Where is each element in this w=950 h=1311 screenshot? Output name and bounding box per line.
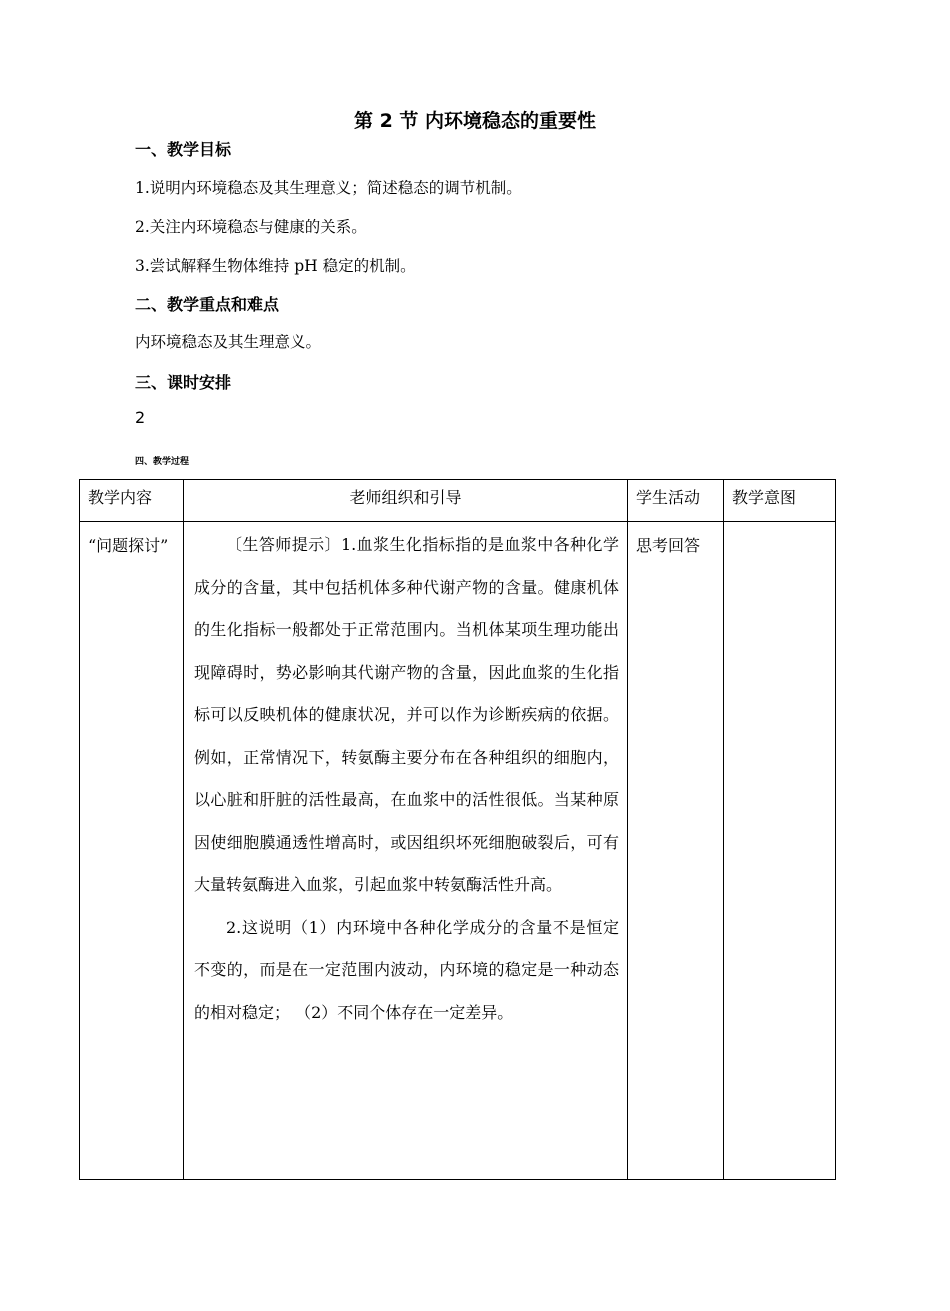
table-header-cell: 教学意图 <box>724 480 836 522</box>
section-heading-goals: 一、教学目标 <box>135 140 232 159</box>
table-row <box>80 522 836 1180</box>
table-header-cell: 老师组织和引导 <box>184 480 628 522</box>
section-heading-key-points: 二、教学重点和难点 <box>135 295 280 314</box>
page-title: 第 2 节 内环境稳态的重要性 <box>353 110 597 132</box>
table-cell-guide <box>184 522 628 1180</box>
goal-item: 1.说明内环境稳态及其生理意义；简述稳态的调节机制。 <box>135 179 522 197</box>
table-header-cell: 教学内容 <box>80 480 184 522</box>
goal-item: 2.关注内环境稳态与健康的关系。 <box>135 218 367 236</box>
goal-item: 3.尝试解释生物体维持 pH 稳定的机制。 <box>135 257 416 275</box>
lesson-process-table <box>79 479 836 1180</box>
table-cell-activity: 思考回答 <box>628 522 724 1180</box>
section-heading-schedule: 三、课时安排 <box>135 373 232 392</box>
table-cell-content: “问题探讨” <box>80 522 184 1180</box>
table-cell-intent <box>724 522 836 1180</box>
key-points-text: 内环境稳态及其生理意义。 <box>135 333 322 351</box>
guide-paragraph: 〔生答师提示〕1.血浆生化指标指的是血浆中各种化学成分的含量，其中包括机体多种代谢产物的含量。健康机体的生化指标一般都处于正常范围内。当机体某项生理功能出现障碍时，势必影响其代谢产物的含量，因此血浆的生化指标可以反映机体的健康状况，并可以作为诊断疾病的依据。 例如，正常情况下，转氨酶主要分布在各种组织的细胞内，以心脏和肝脏的活性最高，在血浆中的活性很低。当某种原因使细胞膜通透性增高时，或因组织坏死细胞破裂后，可有大量转氨酶进入血浆，引起血浆中转氨酶活性升高。 <box>194 535 619 894</box>
table-header-row <box>80 480 836 522</box>
guide-paragraph: 2.这说明（1）内环境中各种化学成分的含量不是恒定不变的，而是在一定范围内波动，内环境的稳定是一种动态的相对稳定； （2）不同个体存在一定差异。 <box>194 917 619 1022</box>
schedule-value: 2 <box>135 408 146 427</box>
section-heading-process: 四、教学过程 <box>135 457 190 467</box>
table-header-cell: 学生活动 <box>628 480 724 522</box>
